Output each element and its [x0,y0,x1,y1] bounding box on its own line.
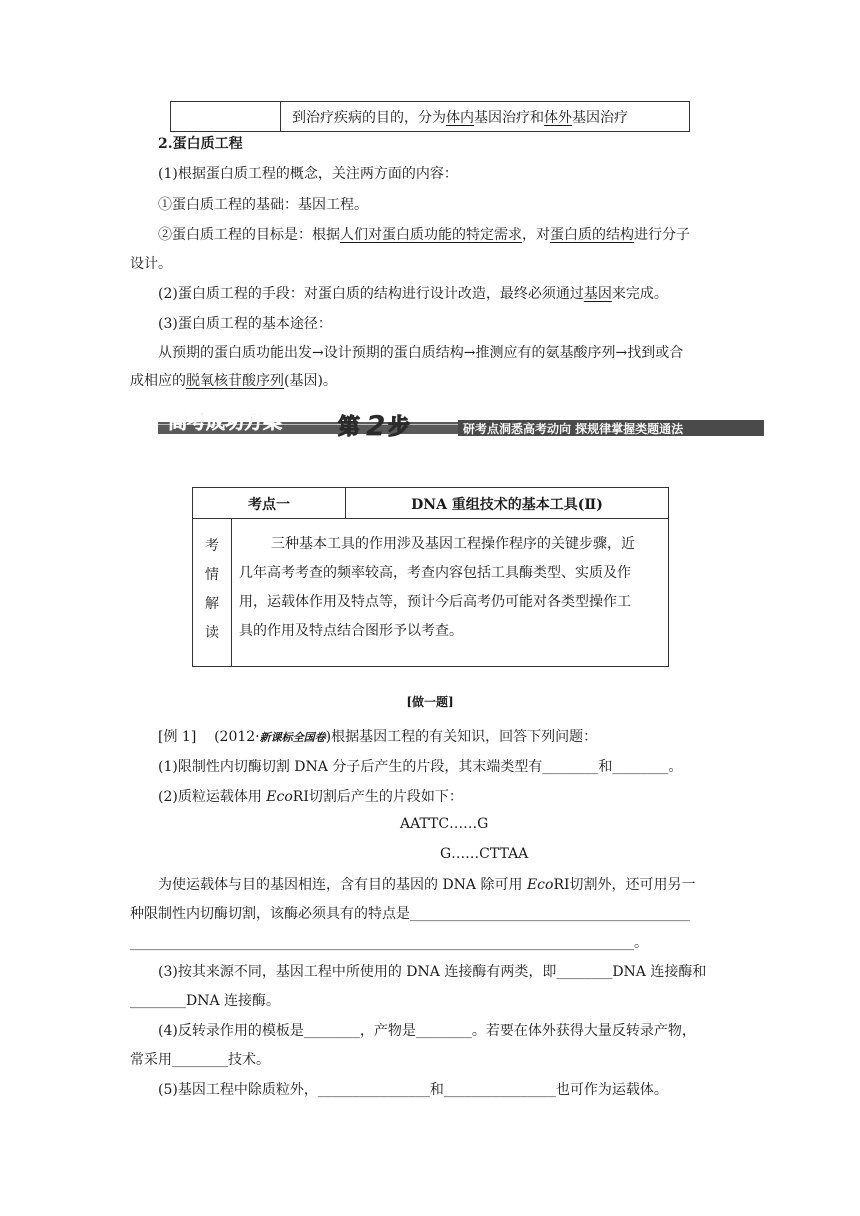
underlined-term: 人们对蛋白质功能的特定需求 [340,227,522,243]
text: 来完成。 [611,286,668,302]
top-table [170,101,690,132]
banner-pinyin: GAOKAO CHENGGONG FANGAN [186,435,297,443]
cell-text: 基因治疗和 [474,110,544,126]
question-2-text [158,875,696,895]
text: ，对 [522,227,550,243]
table-cell [292,107,628,127]
text: (2)蛋白质工程的手段：对蛋白质的结构进行设计改造，最终必须通过 [158,286,584,302]
interpretation-line: 三种基本工具的作用涉及基因工程操作程序的关键步骤，近 [271,536,635,552]
paragraph-continuation [130,371,337,391]
interpretation-line: 用，运载体作用及特点等，预计今后高考仍可能对各类型操作工 [239,594,631,610]
underlined-term: 体外 [544,110,572,126]
underlined-term: 脱氧核苷酸序列 [186,373,284,389]
paragraph [158,225,690,245]
question-3: ________DNA 连接酶。 [130,993,281,1009]
text: (基因)。 [284,373,337,389]
kaodian-topic: DNA 重组技术的基本工具(Ⅱ) [411,497,603,513]
paragraph: (3)蛋白质工程的基本途径： [158,316,332,332]
side-char: 情 [205,567,219,583]
text: (2)质粒运载体用 [158,789,267,805]
question-2 [158,787,463,807]
question-4: 常采用________技术。 [130,1052,270,1068]
question-5: (5)基因工程中除质粒外，________________和________________也可作为运载体。 [158,1082,668,1098]
text: 切割外，还可用另一 [569,877,696,893]
text: 为使运载体与目的基因相连，含有目的基因的 DNA 除可用 [158,877,527,893]
banner-part-prefix: 第 [338,415,361,440]
interpretation-line: 几年高考考查的频率较高，考查内容包括工具酶类型、实质及作 [239,565,631,581]
question-4: (4)反转录作用的模板是________，产物是________。若要在体外获得大量反转录产物， [158,1023,696,1039]
section-banner [158,408,764,444]
paragraph: ①蛋白质工程的基础：基因工程。 [158,197,368,213]
underlined-term: 体内 [446,110,474,126]
table-divider [193,518,668,519]
text: ②蛋白质工程的目标是：根据 [158,227,340,243]
banner-title: 高考成功方案 [168,411,283,433]
example-label: [例 1] [158,729,197,745]
underlined-term: 基因 [583,286,612,302]
paragraph: (1)根据蛋白质工程的概念，关注两方面的内容： [158,166,458,182]
enzyme-name: Eco [266,789,293,805]
text: 切割后产生的片段如下： [308,789,463,805]
enzyme-name: Eco [526,877,554,893]
banner-slogan: 研考点洞悉高考动向 探规律掌握类题通法 [463,422,684,436]
paragraph: 从预期的蛋白质功能出发→设计预期的蛋白质结构→推测应有的氨基酸序列→找到或合 [158,345,684,361]
interpretation-line: 具的作用及特点结合图形予以考查。 [239,623,463,639]
side-char: 读 [205,625,219,641]
banner-part-number: 2 [366,409,386,442]
table-divider [280,102,281,131]
paragraph [158,284,668,304]
paragraph-continuation: 设计。 [130,256,172,272]
kaodian-label: 考点一 [248,497,290,513]
banner-part-suffix: 步 [388,415,411,440]
example-year: (2012· [214,729,260,745]
question-2-text: 种限制性内切酶切割，该酶必须具有的特点是________________________________________ [130,906,690,922]
text: )根据基因工程的有关知识，回答下列问题： [325,729,598,745]
enzyme-name: RⅠ [553,877,570,893]
text: 成相应的 [130,373,186,389]
side-char: 考 [205,538,219,554]
question-1: (1)限制性内切酶切割 DNA 分子后产生的片段，其末端类型有________和________。 [158,759,683,775]
side-char: 解 [205,596,219,612]
sequence-line: G……CTTAA [440,846,529,862]
example-intro [158,727,597,748]
underlined-term: 蛋白质的结构 [550,227,634,243]
enzyme-name: RⅠ [292,789,309,805]
kaodian-table [192,487,669,667]
section-heading: 2.蛋白质工程 [158,136,243,152]
text: 进行分子 [634,227,690,243]
answer-blank: ________________________________________________________________________。 [130,935,648,951]
sequence-line: AATTC……G [400,816,489,832]
cell-text: 基因治疗 [572,110,628,126]
section-title: [做一题] [406,695,454,709]
cell-text: 到治疗疾病的目的，分为 [292,110,446,126]
table-divider [231,518,232,666]
question-3: (3)按其来源不同，基因工程中所使用的 DNA 连接酶有两类，即________DNA 连接酶和 [158,964,707,980]
example-source: 新课标全国卷 [259,731,326,744]
